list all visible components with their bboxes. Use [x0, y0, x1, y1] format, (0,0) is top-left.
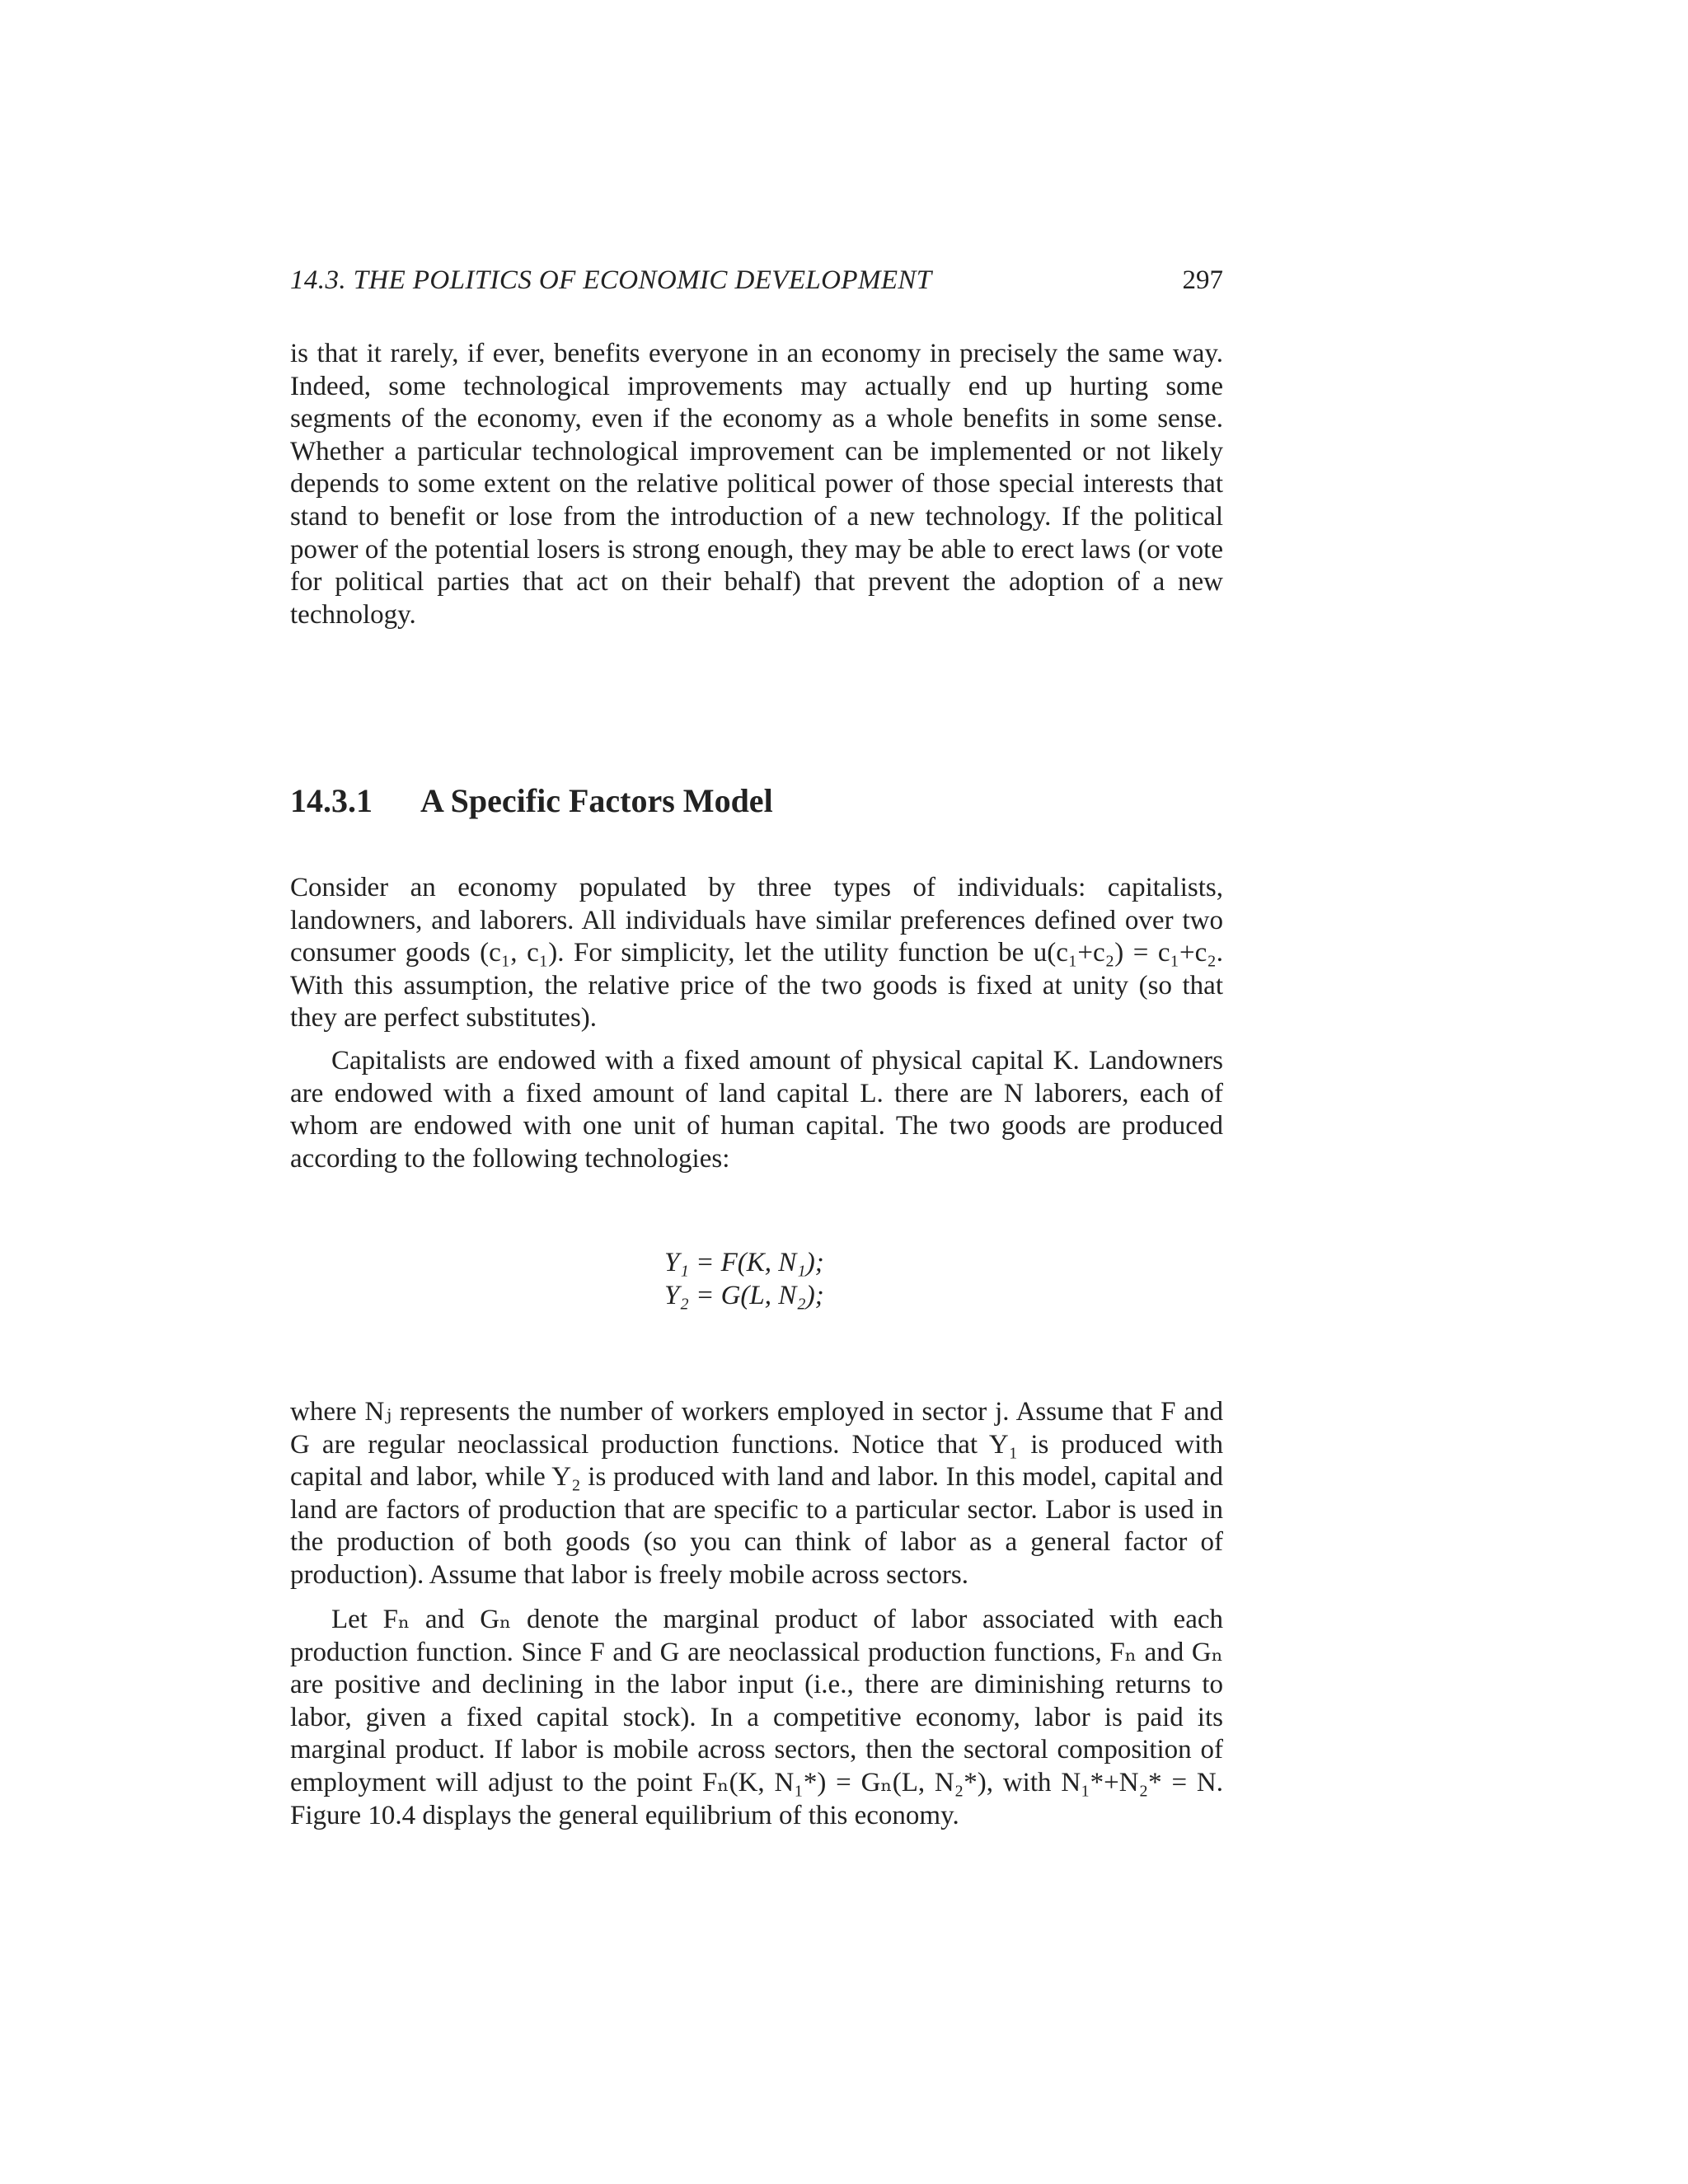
- section-title: A Specific Factors Model: [420, 782, 773, 819]
- section-heading: [290, 780, 1223, 823]
- page-number: 297: [1182, 265, 1223, 295]
- paragraph-equilibrium: Let Fₙ and Gₙ denote the marginal product of labor associated with each production function. Since F and G are neoclassical production functions, Fₙ and Gₙ are positive and declining in the labor input (i.e., there are diminishing returns to labor, given a fixed capital stock). In a competitive economy, labor is paid its marginal product. If labor is mobile across sectors, then the sectoral composition of employment will adjust to the point Fₙ(K, N₁*) = Gₙ(L, N₂*), with N₁*+N₂* = N. Figure 10.4 displays the general equilibrium of this economy.: [290, 1605, 1223, 1830]
- running-header: [290, 262, 1223, 298]
- section-number: 14.3.1: [290, 782, 373, 819]
- equation-block: [664, 1246, 1010, 1312]
- paragraph-sectors: where Nⱼ represents the number of workers employed in sector j. Assume that F and G are regular neoclassical production functions. Notice that Y₁ is produced with capital and labor, while Y₂ is produced with land and labor. In this model, capital and land are factors of production that are specific to a particular sector. Labor is used in the production of both goods (so you can think of labor as a general factor of production). Assume that labor is freely mobile across sectors.: [290, 1397, 1223, 1590]
- paragraph-endowments: Capitalists are endowed with a fixed amount of physical capital K. Landowners are endowed with a fixed amount of land capital L. there are N laborers, each of whom are endowed with one unit of human capital. The two goods are produced according to the following technologies:: [290, 1046, 1223, 1174]
- paragraph-economy-setup: Consider an economy populated by three types of individuals: capitalists, landowners, and laborers. All individuals have similar preferences defined over two consumer goods (c₁, c₁). For simplicity, let the utility function be u(c₁+c₂) = c₁+c₂. With this assumption, the relative price of the two goods is fixed at unity (so that they are perfect substitutes).: [290, 873, 1223, 1033]
- intro-paragraph: is that it rarely, if ever, benefits everyone in an economy in precisely the same way. Indeed, some technological improvements may actually end up hurting some segments of the economy, even if the economy as a whole benefits in some sense. Whether a particular technological improvement can be implemented or not likely depends to some extent on the relative political power of those special interests that stand to benefit or lose from the introduction of a new technology. If the political power of the potential losers is strong enough, they may be able to erect laws (or vote for political parties that act on their behalf) that prevent the adoption of a new technology.: [290, 339, 1223, 630]
- equation-y1: Y₁ = F(K, N₁);: [664, 1248, 824, 1277]
- equation-y2: Y₂ = G(L, N₂);: [664, 1281, 824, 1310]
- running-header-title: 14.3. THE POLITICS OF ECONOMIC DEVELOPMENT: [290, 265, 932, 295]
